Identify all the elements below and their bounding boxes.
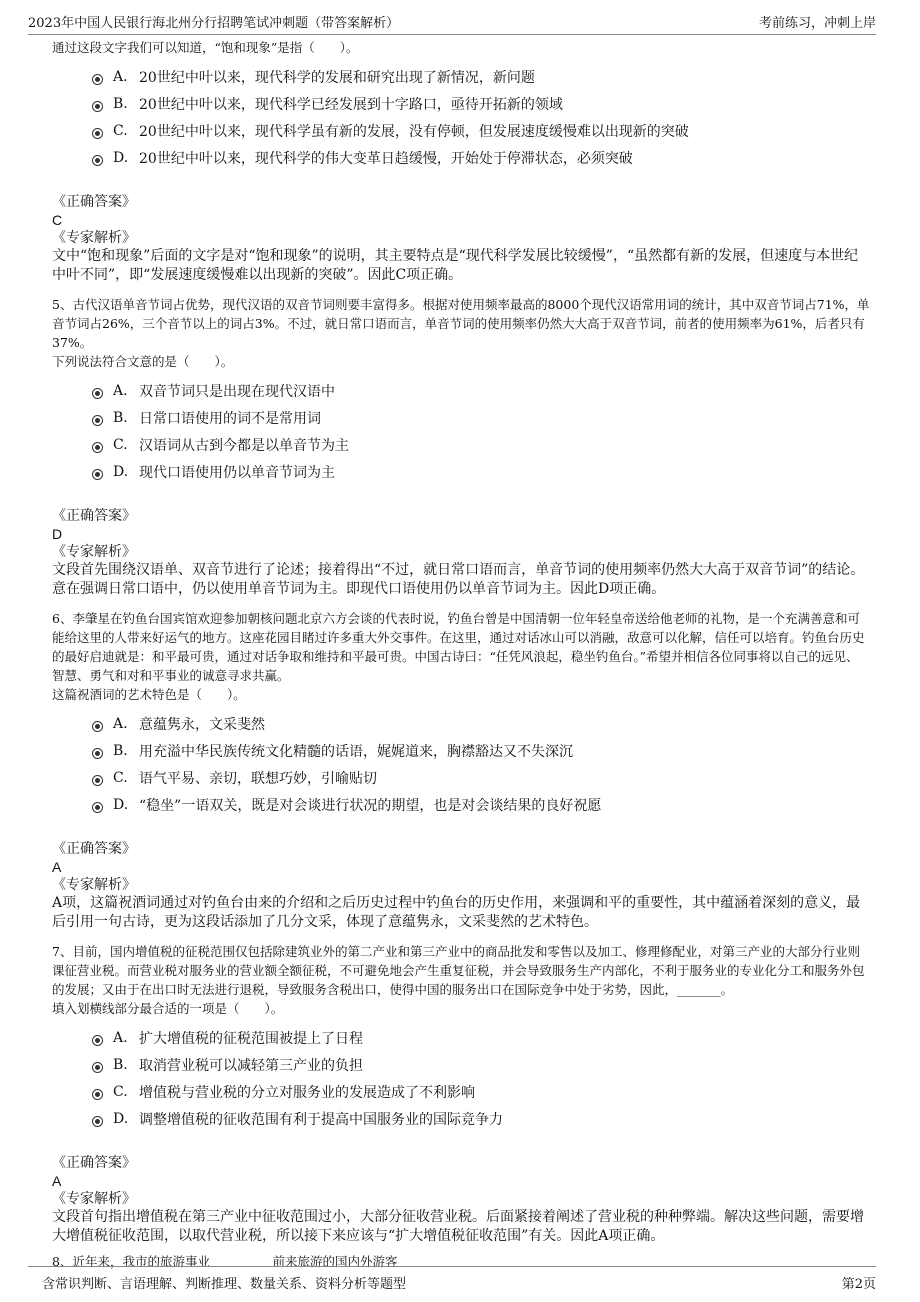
explanation-label: 《专家解析》 [52,877,136,893]
question-5-passage: 5、古代汉语单音节词占优势，现代汉语的双音节词则要丰富得多。根据对使用频率最高的8000个现代汉语常用词的统计，其中双音节词占71%，单音节词占26%，三个音节以上的词占3%。不过，就日常口语而言，单音节词的使用频率仍然大大高于双音节词，前者的使用频率为61%，后者只有37%。 [52,297,870,350]
question-5-prompt: 下列说法符合文意的是（ ）。 [52,354,234,369]
question-6 [52,609,870,932]
radio-icon[interactable] [92,74,103,85]
radio-icon[interactable] [92,469,103,480]
explanation-text: 文段首先围绕汉语单、双音节进行了论述；接着得出“不过，就日常口语而言，单音节词的使用频率仍然大大高于双音节词”的结论。意在强调日常口语中，仍以使用单音节词为主。即现代口语使用仍以单音节词为主。因此D项正确。 [52,562,865,597]
question-8-partial: 8、近年来，我市的旅游事业 前来旅游的国内外游客 [52,1254,398,1269]
radio-icon[interactable] [92,155,103,166]
explanation-text: 文中“饱和现象”后面的文字是对“饱和现象”的说明，其主要特点是“现代科学发展比较缓慢”，“虽然都有新的发展，但速度与本世纪中叶不同”，即“发展速度缓慢难以出现新的突破”。因此C项正确。 [52,248,859,283]
option-d[interactable]: D. 20世纪中叶以来，现代科学的伟大变革日趋缓慢，开始处于停滞状态，必须突破 [92,144,870,171]
page-header [28,6,876,35]
question-7-passage: 7、目前，国内增值税的征税范围仅包括除建筑业外的第二产业和第三产业中的商品批发和零售以及加工、修理修配业，对第三产业的大部分行业则课征营业税。而营业税对服务业的营业额全额征税，不可避免地会产生重复征税，并会导致服务生产内部化，不利于服务业的专业化分工和服务外包的发展；又由于在出口时无法进行退税，导致服务含税出口，使得中国的服务出口在国际竞争中处于劣势，因此，_______。 [52,944,865,997]
answer-label: 《正确答案》 [52,1155,136,1171]
radio-icon[interactable] [92,748,103,759]
radio-icon[interactable] [92,1035,103,1046]
option-c[interactable]: C. 汉语词从古到今都是以单音节为主 [92,431,870,458]
radio-icon[interactable] [92,1062,103,1073]
answer-label: 《正确答案》 [52,841,136,857]
page-number: 第2页 [841,1277,876,1292]
radio-icon[interactable] [92,802,103,813]
explanation-label: 《专家解析》 [52,1191,136,1207]
radio-icon[interactable] [92,442,103,453]
option-c[interactable]: C. 语气平易、亲切，联想巧妙，引喻贴切 [92,764,870,791]
question-7-options [92,1024,870,1132]
header-slogan: 考前练习，冲刺上岸 [758,16,876,31]
answer-label: 《正确答案》 [52,508,136,524]
answer-label: 《正确答案》 [52,194,136,210]
option-a[interactable]: A. 扩大增值税的征税范围被提上了日程 [92,1024,870,1051]
option-d[interactable]: D. 调整增值税的征收范围有利于提高中国服务业的国际竞争力 [92,1105,870,1132]
option-a[interactable]: A. 双音节词只是出现在现代汉语中 [92,377,870,404]
page-footer [28,1266,876,1295]
option-d[interactable]: D. “稳坐”一语双关，既是对会谈进行状况的期望，也是对会谈结果的良好祝愿 [92,791,870,818]
explanation-label: 《专家解析》 [52,230,136,246]
radio-icon[interactable] [92,1089,103,1100]
question-6-passage: 6、李肇星在钓鱼台国宾馆欢迎参加朝核问题北京六方会谈的代表时说，钓鱼台曾是中国清朝一位年轻皇帝送给他老师的礼物，是一个充满善意和可能给这里的人带来好运气的地方。这座花园目睹过许多重大外交事件。在这里，通过对话冰山可以消融，敌意可以化解，信任可以培育。钓鱼台历史的最好启迪就是：和平最可贵，通过对话争取和维持和平最可贵。中国古诗曰：“任凭风浪起，稳坐钓鱼台。”希望并相信各位同事将以自己的远见、智慧、勇气和对和平事业的诚意寻求共赢。 [52,611,865,683]
document-body [52,38,870,1269]
radio-icon[interactable] [92,101,103,112]
document-title: 2023年中国人民银行海北州分行招聘笔试冲刺题（带答案解析） [28,16,400,31]
question-4-prompt: 通过这段文字我们可以知道，“饱和现象”是指（ ）。 [52,40,359,55]
option-c[interactable]: C. 20世纪中叶以来，现代科学虽有新的发展，没有停顿，但发展速度缓慢难以出现新的突破 [92,117,870,144]
radio-icon[interactable] [92,128,103,139]
option-b[interactable]: B. 用充溢中华民族传统文化精髓的话语，娓娓道来，胸襟豁达又不失深沉 [92,737,870,764]
option-b[interactable]: B. 日常口语使用的词不是常用词 [92,404,870,431]
question-6-prompt: 这篇祝酒词的艺术特色是（ ）。 [52,687,246,702]
question-5 [52,295,870,599]
radio-icon[interactable] [92,388,103,399]
question-5-options [92,377,870,485]
answer-value: A [52,859,62,875]
footer-topics: 含常识判断、言语理解、判断推理、数量关系、资料分析等题型 [42,1277,407,1292]
option-d[interactable]: D. 现代口语使用仍以单音节词为主 [92,458,870,485]
radio-icon[interactable] [92,415,103,426]
explanation-text: 文段首句指出增值税在第三产业中征收范围过小，大部分征收营业税。后面紧接着阐述了营业税的种种弊端。解决这些问题，需要增大增值税征收范围，以取代营业税，所以接下来应该与“扩大增值税征收范围”有关。因此A项正确。 [52,1209,864,1244]
question-4-options [92,63,870,171]
option-b[interactable]: B. 取消营业税可以减轻第三产业的负担 [92,1051,870,1078]
radio-icon[interactable] [92,721,103,732]
option-b[interactable]: B. 20世纪中叶以来，现代科学已经发展到十字路口，亟待开拓新的领域 [92,90,870,117]
answer-value: C [52,212,63,228]
radio-icon[interactable] [92,775,103,786]
question-4 [52,38,870,285]
answer-value: A [52,1173,62,1189]
option-a[interactable]: A. 20世纪中叶以来，现代科学的发展和研究出现了新情况，新问题 [92,63,870,90]
option-c[interactable]: C. 增值税与营业税的分立对服务业的发展造成了不利影响 [92,1078,870,1105]
question-7-prompt: 填入划横线部分最合适的一项是（ ）。 [52,1001,284,1016]
question-6-options [92,710,870,818]
explanation-label: 《专家解析》 [52,544,136,560]
option-a[interactable]: A. 意蕴隽永，文采斐然 [92,710,870,737]
answer-value: D [52,526,63,542]
question-7 [52,942,870,1246]
radio-icon[interactable] [92,1116,103,1127]
explanation-text: A项，这篇祝酒词通过对钓鱼台由来的介绍和之后历史过程中钓鱼台的历史作用，来强调和平的重要性，其中蕴涵着深刻的意义，最后引用一句古诗，更为这段话添加了几分文采，体现了意蕴隽永，文采斐然的艺术特色。 [52,895,861,930]
